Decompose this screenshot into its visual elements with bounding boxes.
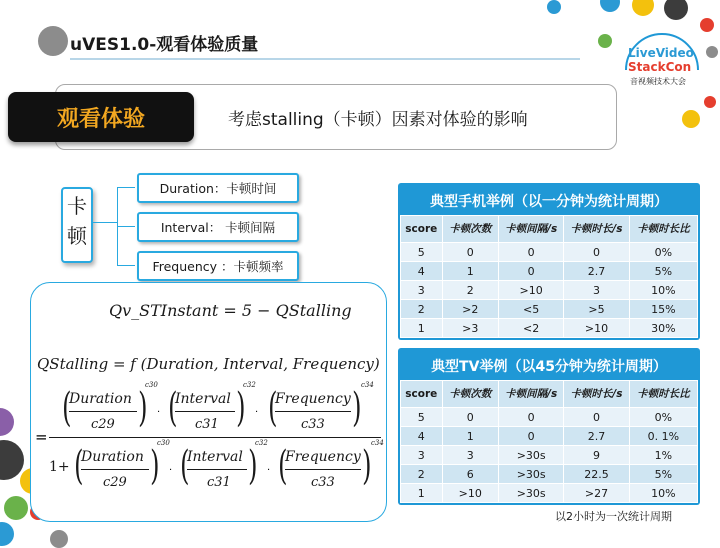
stall-char-2: 顿 (67, 224, 87, 248)
table-cell: >10 (442, 484, 498, 503)
col-header: 卡顿次数 (442, 216, 498, 243)
table-cell: 3 (401, 281, 443, 300)
table-cell: 2 (442, 281, 498, 300)
paren: ) (352, 385, 362, 431)
table-cell: 5% (629, 262, 697, 281)
table-cell: 22.5 (564, 465, 629, 484)
table-cell: 6 (442, 465, 498, 484)
param-frequency: Frequency ：卡顿频率 (137, 251, 299, 281)
exp-c34-2: c34 (371, 439, 384, 447)
term-duration: Duration (69, 391, 132, 407)
table-cell: 0 (499, 243, 564, 262)
table-cell: 4 (401, 262, 443, 281)
event-logo (616, 30, 708, 92)
tv-table (400, 380, 698, 503)
table-row (401, 408, 698, 427)
deco-circle (598, 34, 612, 48)
table-cell: 4 (401, 427, 443, 446)
param-duration: Duration：卡顿时间 (137, 173, 299, 203)
exp-c32-2: c32 (255, 439, 268, 447)
exp-c30: c30 (145, 381, 158, 389)
tv-example-panel (398, 348, 700, 505)
table-cell: >30s (499, 446, 564, 465)
table-cell: 5 (401, 408, 443, 427)
denom-c31-2: c31 (207, 475, 231, 490)
table-cell: >2 (442, 300, 498, 319)
paren: ( (180, 443, 190, 489)
deco-circle (0, 522, 14, 546)
table-cell: >27 (564, 484, 629, 503)
deco-circle (38, 26, 68, 56)
table-header-row (401, 216, 698, 243)
deco-circle (50, 530, 68, 548)
table-cell: 15% (629, 300, 697, 319)
paren: ) (236, 385, 246, 431)
col-header: 卡顿时长比 (629, 381, 697, 408)
paren: ) (248, 443, 258, 489)
col-header: 卡顿间隔/s (499, 216, 564, 243)
deco-circle (547, 0, 561, 14)
col-header: 卡顿间隔/s (499, 381, 564, 408)
deco-circle (704, 96, 716, 108)
term-frequency-2: Frequency (285, 449, 361, 465)
table-cell: 0. 1% (629, 427, 697, 446)
col-header: score (401, 216, 443, 243)
table-cell: 9 (564, 446, 629, 465)
mobile-example-panel (398, 183, 700, 340)
logo-line-2: StackCon (628, 60, 692, 74)
param-interval: Interval： 卡顿间隔 (137, 212, 299, 242)
table-cell: 1 (442, 262, 498, 281)
logo-line-1: LiveVideo (628, 46, 694, 60)
table-row (401, 427, 698, 446)
paren: ) (150, 443, 160, 489)
deco-circle (682, 110, 700, 128)
table-cell: >10 (564, 319, 629, 338)
table-cell: >10 (499, 281, 564, 300)
table-cell: 0 (499, 408, 564, 427)
table-row (401, 465, 698, 484)
table-cell: 0 (499, 427, 564, 446)
paren: ( (74, 443, 84, 489)
table-cell: 0 (564, 408, 629, 427)
table-cell: 1 (401, 319, 443, 338)
bracket-connector (93, 222, 118, 223)
table-cell: 1 (442, 427, 498, 446)
fraction-bar (187, 469, 247, 470)
paren: ( (278, 443, 288, 489)
fraction-bar (275, 411, 351, 412)
exp-c34: c34 (361, 381, 374, 389)
fraction-bar (69, 411, 137, 412)
table-cell: 5% (629, 465, 697, 484)
paren: ( (168, 385, 178, 431)
table-cell: >30s (499, 484, 564, 503)
table-cell: 0% (629, 408, 697, 427)
table-row (401, 484, 698, 503)
table-cell: 10% (629, 484, 697, 503)
deco-circle (0, 440, 24, 480)
paren: ( (62, 385, 72, 431)
col-header: 卡顿次数 (442, 381, 498, 408)
bracket-arm (117, 226, 135, 227)
table-cell: 30% (629, 319, 697, 338)
table-row (401, 281, 698, 300)
term-duration-2: Duration (81, 449, 144, 465)
table-cell: 3 (442, 446, 498, 465)
banner-text: 考虑stalling（卡顿）因素对体验的影响 (228, 110, 528, 130)
table-cell: 2 (401, 300, 443, 319)
mobile-table (400, 215, 698, 338)
bracket-arm (117, 265, 135, 266)
table-cell: 3 (401, 446, 443, 465)
dot-op: · (157, 407, 161, 418)
table-row (401, 319, 698, 338)
dot-op: · (255, 407, 259, 418)
paren: ) (138, 385, 148, 431)
table-cell: 1 (401, 484, 443, 503)
table-cell: 10% (629, 281, 697, 300)
table-cell: >3 (442, 319, 498, 338)
stall-box (61, 187, 93, 263)
deco-circle (664, 0, 688, 20)
col-header: 卡顿时长/s (564, 216, 629, 243)
col-header: 卡顿时长比 (629, 216, 697, 243)
table-cell: 0 (442, 408, 498, 427)
formula-box (30, 282, 387, 522)
one-plus: 1+ (49, 459, 70, 475)
deco-circle (0, 408, 14, 436)
numerator (59, 383, 389, 439)
fraction-bar (81, 469, 149, 470)
table-cell: 3 (564, 281, 629, 300)
equals-sign: = (35, 428, 48, 446)
denom-c29: c29 (91, 417, 115, 432)
table-header-row (401, 381, 698, 408)
denom-c31: c31 (195, 417, 219, 432)
stall-char-1: 卡 (67, 194, 87, 218)
denom-c33: c33 (301, 417, 325, 432)
table-cell: 2 (401, 465, 443, 484)
table-cell: 2.7 (564, 427, 629, 446)
main-fraction-bar (49, 437, 381, 438)
deco-circle (4, 496, 28, 520)
denom-c29-2: c29 (103, 475, 127, 490)
table-cell: 0 (564, 243, 629, 262)
paren: ( (268, 385, 278, 431)
formula-stalling: QStalling = f (Duration, Interval, Frequency) (37, 355, 380, 373)
footnote: 以2小时为一次统计周期 (555, 510, 672, 523)
table-cell: 2.7 (564, 262, 629, 281)
col-header: score (401, 381, 443, 408)
exp-c32: c32 (243, 381, 256, 389)
table-row (401, 262, 698, 281)
table-cell: 0 (499, 262, 564, 281)
table-cell: 5 (401, 243, 443, 262)
table-cell: >30s (499, 465, 564, 484)
dot-op: · (267, 465, 271, 476)
denominator (49, 441, 389, 497)
page-title: uVES1.0-观看体验质量 (70, 35, 259, 55)
bracket-arm (117, 187, 135, 188)
dot-op: · (169, 465, 173, 476)
tv-table-title: 典型TV举例（以45分钟为统计周期） (431, 359, 667, 375)
table-cell: <5 (499, 300, 564, 319)
term-frequency: Frequency (275, 391, 351, 407)
deco-circle (632, 0, 654, 16)
table-row (401, 446, 698, 465)
table-cell: <2 (499, 319, 564, 338)
banner-label: 观看体验 (8, 92, 194, 142)
paren: ) (362, 443, 372, 489)
mobile-table-title: 典型手机举例（以一分钟为统计周期） (430, 194, 668, 210)
denom-c33-2: c33 (311, 475, 335, 490)
deco-circle (600, 0, 620, 12)
title-underline (70, 58, 580, 60)
term-interval: Interval (175, 391, 231, 407)
logo-line-3: 音视频技术大会 (630, 77, 686, 86)
term-interval-2: Interval (187, 449, 243, 465)
col-header: 卡顿时长/s (564, 381, 629, 408)
table-cell: 1% (629, 446, 697, 465)
table-row (401, 243, 698, 262)
table-cell: 0% (629, 243, 697, 262)
table-cell: >5 (564, 300, 629, 319)
table-cell: 0 (442, 243, 498, 262)
fraction-bar (175, 411, 235, 412)
table-row (401, 300, 698, 319)
exp-c30-2: c30 (157, 439, 170, 447)
formula-instant: Qv_STInstant = 5 − QStalling (109, 301, 352, 320)
fraction-bar (285, 469, 361, 470)
